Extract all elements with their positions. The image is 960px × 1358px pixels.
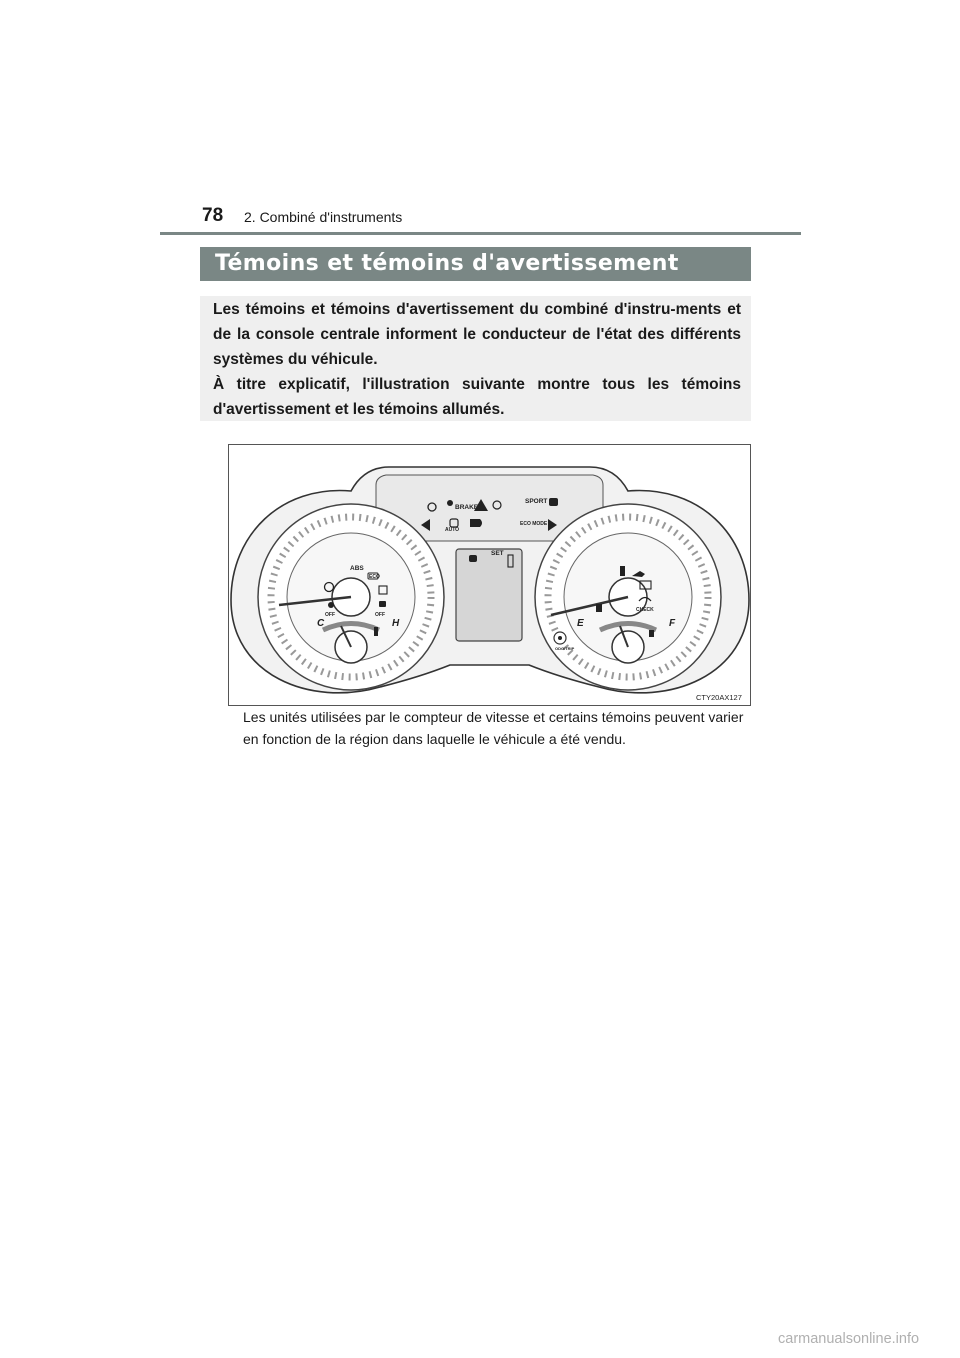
figure-code: CTY20AX127 — [696, 693, 742, 702]
watermark: carmanualsonline.info — [778, 1331, 920, 1347]
chapter-title: 2. Combiné d'instruments — [244, 209, 403, 225]
odo-trip-label: ODO/TRIP — [555, 646, 575, 651]
section-heading: Témoins et témoins d'avertissement — [200, 247, 751, 281]
abs-label: ABS — [350, 565, 364, 572]
intro-box — [200, 296, 751, 421]
coolant-temp-icon — [374, 627, 378, 636]
fuel-full-label: F — [669, 618, 676, 629]
header-divider — [160, 232, 801, 235]
temp-hot-label: H — [392, 618, 400, 629]
eco-mode-label: ECO MODE — [520, 521, 548, 527]
instrument-cluster-illustration — [229, 445, 750, 705]
sport-label: SPORT — [525, 498, 548, 505]
seatbelt-icon — [620, 566, 625, 576]
tachometer-gauge — [258, 504, 444, 690]
brake-label: BRAKE — [455, 504, 479, 511]
set-label: SET — [491, 550, 504, 557]
lane-indicator-icon — [469, 555, 477, 562]
page-number: 78 — [202, 205, 224, 226]
eco-badge-label: ECO — [369, 574, 380, 580]
vsc-off-label: OFF — [325, 612, 335, 618]
fuel-level-icon — [596, 604, 602, 612]
check-label: CHECK — [636, 607, 654, 613]
airbag-warning-icon — [447, 500, 453, 506]
multi-info-display — [456, 549, 522, 641]
vsc-off-icon — [328, 602, 334, 608]
odo-trip-knob-icon — [558, 636, 562, 640]
fuel-filler-icon — [649, 630, 654, 637]
slip-off-label: OFF — [375, 612, 385, 618]
speedometer-gauge — [535, 504, 721, 690]
slip-indicator-icon — [379, 601, 386, 607]
high-beam-icon — [470, 519, 482, 527]
seatbelt-reminder-icon — [549, 498, 558, 506]
instrument-cluster-figure — [228, 444, 751, 706]
intro-paragraph: À titre explicatif, l'illustration suivante montre tous les témoins d'avertissement et les témoins allumés. — [213, 376, 741, 418]
intro-paragraph: Les témoins et témoins d'avertissement du combiné d'instru-ments et de la console centrale informent le conducteur de l'état des différents systèmes du véhicule. — [213, 301, 741, 368]
temp-cold-label: C — [317, 618, 325, 629]
figure-caption: Les unités utilisées par le compteur de vitesse et certains témoins peuvent varier en fonction de la région dans laquelle le véhicule a été vendu. — [243, 709, 744, 747]
fuel-empty-label: E — [577, 618, 584, 629]
auto-label: AUTO — [445, 527, 460, 533]
